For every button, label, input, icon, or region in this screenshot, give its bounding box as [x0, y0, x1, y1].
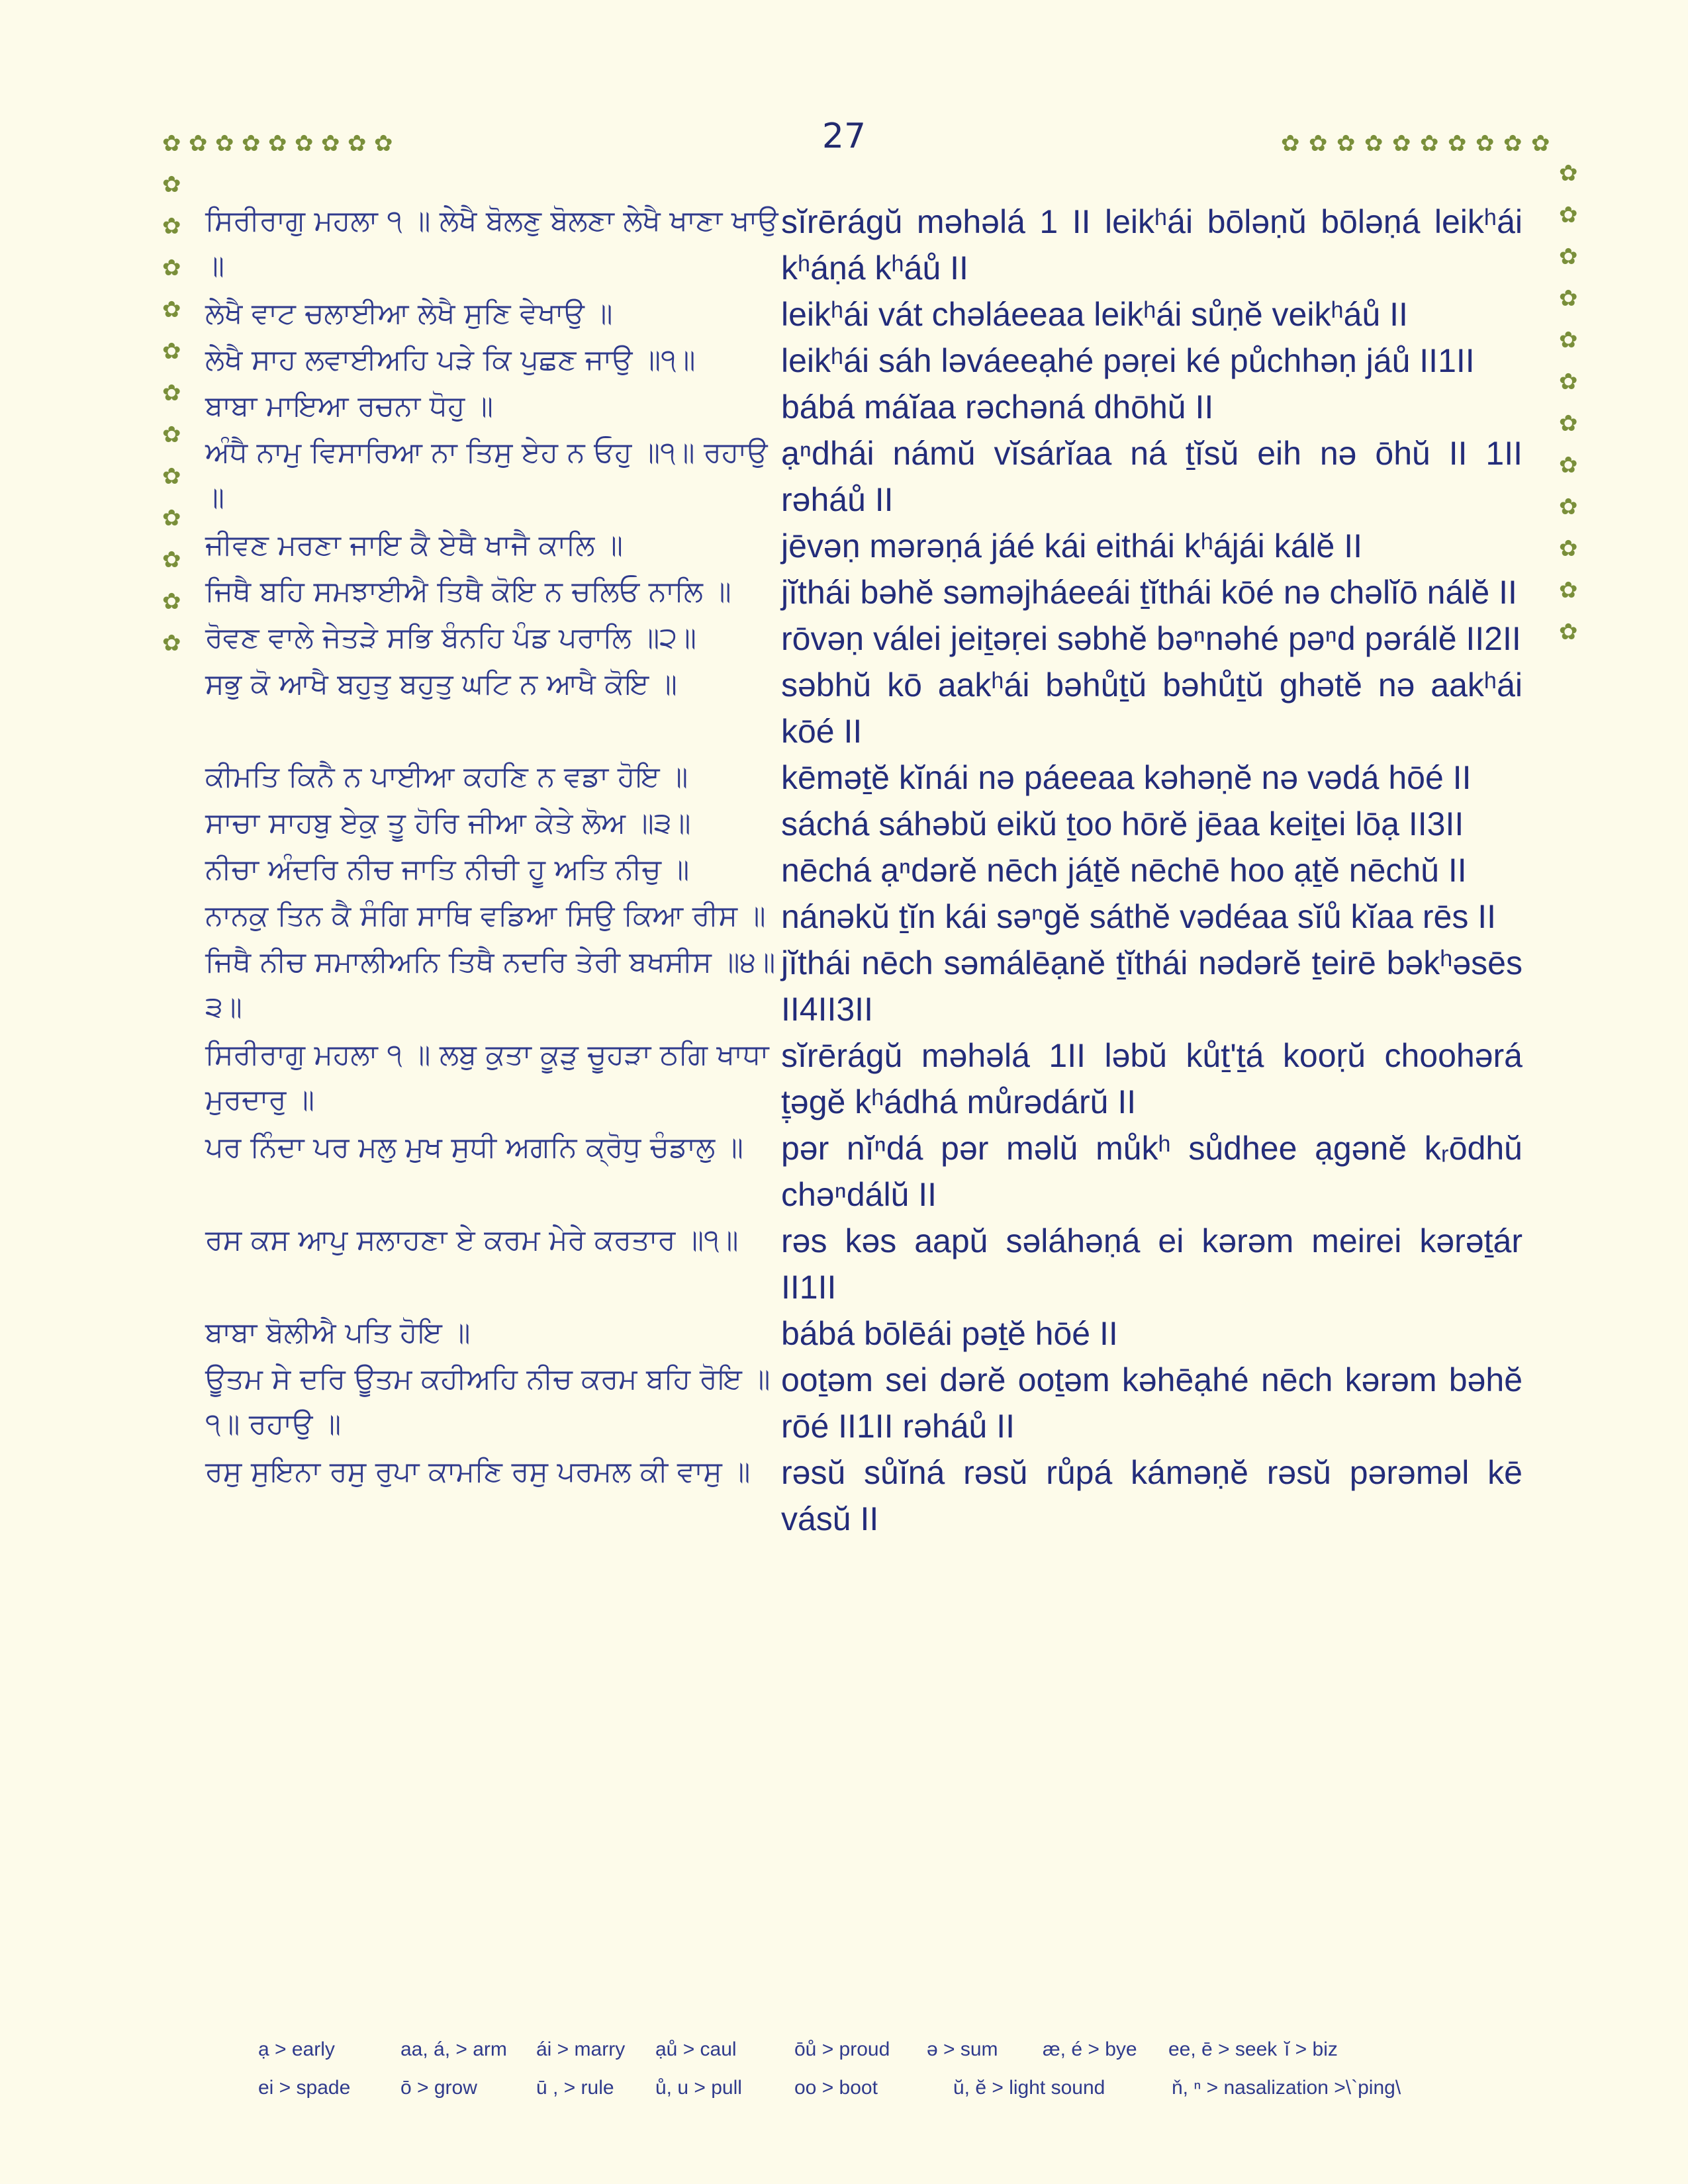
gurmukhi-line: ਪਰ ਨਿੰਦਾ ਪਰ ਮਲੁ ਮੁਖ ਸੁਧੀ ਅਗਨਿ ਕ੍ਰੋਧੁ ਚੰਡਾਲੁ ॥ — [205, 1131, 743, 1164]
flower-ornament-icon: ✿ — [348, 130, 367, 157]
flower-ornament-icon: ✿ — [162, 630, 181, 657]
transliteration-line: jĭthái bəhĕ səməjháeeái ṯĭthái kōé nə chəlĭō nálĕ II — [781, 574, 1517, 611]
legend-item: aa, á, > arm — [400, 2038, 507, 2060]
gurmukhi-line: ਬਾਬਾ ਬੋਲੀਐ ਪਤਿ ਹੋਇ ॥ — [205, 1316, 471, 1349]
flower-ornament-icon: ✿ — [162, 296, 181, 323]
verse-row — [205, 754, 1523, 801]
transliteration-line: nēchá ạⁿdərĕ nēch jáṯĕ nēchē hoo ạṯĕ nēchŭ II — [781, 852, 1467, 889]
flower-ornament-icon: ✿ — [162, 380, 181, 406]
transliteration-line: leikʰái sáh ləváeeạhé pəṛei ké půchhəṇ jáů II1II — [781, 342, 1475, 379]
legend-item: ĭ > biz — [1284, 2038, 1338, 2060]
legend-item: ạ > early — [258, 2038, 335, 2060]
legend-item: ạů > caul — [655, 2038, 737, 2060]
transliteration-line: sáchá sáhəbŭ eikŭ ṯoo hōrĕ jēaa keiṯei lōạ II3II — [781, 805, 1464, 842]
transliteration-line: jĭthái nēch səmálēạnĕ ṯĭthái nədərĕ ṯeirē bəkʰəsēs II4II3II — [781, 944, 1523, 1028]
flower-ornament-icon: ✿ — [268, 130, 287, 157]
flower-ornament-icon: ✿ — [162, 171, 181, 198]
legend-item: ō > grow — [400, 2077, 477, 2099]
transliteration-line: bábá bōlēái pəṯĕ hōé II — [781, 1315, 1118, 1352]
transliteration-line: ooṯəm sei dərĕ ooṯəm kəhēạhé nēch kərəm bəhĕ rōé II1II rəháů II — [781, 1361, 1523, 1445]
flower-ornament-icon: ✿ — [1559, 577, 1578, 604]
legend-item: ái > marry — [536, 2038, 626, 2060]
verse-row — [205, 940, 1523, 1032]
verse-row — [205, 523, 1523, 569]
flower-ornament-icon: ✿ — [1559, 619, 1578, 645]
transliteration-line: jēvəṇ mərəṇá jáé kái eithái kʰájái kálĕ II — [781, 527, 1362, 565]
flower-ornament-icon: ✿ — [1476, 130, 1495, 157]
verse-row — [205, 199, 1523, 291]
flower-ornament-icon: ✿ — [242, 130, 261, 157]
flower-ornament-icon: ✿ — [162, 338, 181, 365]
flower-ornament-icon: ✿ — [1392, 130, 1411, 157]
flower-ornament-icon: ✿ — [1559, 327, 1578, 353]
gurmukhi-line: ਰਸੁ ਸੁਇਨਾ ਰਸੁ ਰੁਪਾ ਕਾਮਣਿ ਰਸੁ ਪਰਮਲ ਕੀ ਵਾਸੁ ॥ — [205, 1455, 751, 1488]
gurmukhi-line: ਸਿਰੀਰਾਗੁ ਮਹਲਾ ੧ ॥ ਲੇਖੈ ਬੋਲਣੁ ਬੋਲਣਾ ਲੇਖੈ ਖਾਣਾ ਖਾਉ ॥ — [205, 205, 778, 283]
gurmukhi-line: ਨਾਨਕੁ ਤਿਨ ਕੈ ਸੰਗਿ ਸਾਥਿ ਵਡਿਆ ਸਿਉ ਕਿਆ ਰੀਸ ॥ — [205, 899, 766, 933]
flower-ornament-icon: ✿ — [215, 130, 234, 157]
verse-row — [205, 291, 1523, 338]
transliteration-line: pər nĭⁿdá pər məlŭ můkʰ sůdhee ạgənĕ kᵣōdhŭ chəⁿdálŭ II — [781, 1130, 1523, 1213]
verse-row — [205, 847, 1523, 893]
legend-item: oo > boot — [794, 2077, 878, 2099]
legend-item: ōů > proud — [794, 2038, 890, 2060]
flower-ornament-icon: ✿ — [162, 213, 181, 240]
flower-ornament-icon: ✿ — [1531, 130, 1550, 157]
flower-ornament-icon: ✿ — [1559, 202, 1578, 228]
gurmukhi-line: ਨੀਚਾ ਅੰਦਰਿ ਨੀਚ ਜਾਤਿ ਨੀਚੀ ਹੂ ਅਤਿ ਨੀਚੁ ॥ — [205, 853, 690, 886]
verse-list — [205, 199, 1523, 1542]
legend-row — [258, 2030, 1516, 2069]
flower-ornament-icon: ✿ — [162, 422, 181, 448]
legend-item: æ, é > bye — [1043, 2038, 1137, 2060]
legend-item: ů, u > pull — [655, 2077, 742, 2099]
verse-row — [205, 615, 1523, 662]
verse-row — [205, 893, 1523, 940]
transliteration-line: bábá máĭaa rəchəná dhōhŭ II — [781, 388, 1214, 426]
transliteration-line: kēməṯĕ kĭnái nə páeeaa kəhəṇĕ nə vədá hōé II — [781, 759, 1472, 796]
legend-row — [258, 2069, 1516, 2107]
transliteration-line: leikʰái vát chəláeeaa leikʰái sůṇĕ veikʰáů II — [781, 296, 1408, 333]
flower-ornament-icon: ✿ — [189, 130, 208, 157]
flower-ornament-icon: ✿ — [1559, 535, 1578, 562]
flower-ornament-icon: ✿ — [1420, 130, 1439, 157]
transliteration-line: səbhŭ kō aakʰái bəhůṯŭ bəhůṯŭ ghətĕ nə aakʰái kōé II — [781, 666, 1523, 750]
transliteration-line: sĭrērágŭ məhəlá 1II ləbŭ kůṯ'ṯá kooṛŭ choohərá ṯ̣əgĕ kʰádhá můrədárŭ II — [781, 1037, 1523, 1120]
legend-item: ŭ, ĕ > light sound — [953, 2077, 1105, 2099]
verse-row — [205, 1218, 1523, 1310]
flower-ornament-icon: ✿ — [162, 130, 181, 157]
flower-ornament-icon: ✿ — [1559, 494, 1578, 520]
flower-ornament-icon: ✿ — [1559, 369, 1578, 395]
transliteration-line: nánəkŭ ṯĭn kái səⁿgĕ sáthĕ vədéaa sĭů kĭaa rēs II — [781, 898, 1497, 935]
verse-row — [205, 1125, 1523, 1218]
legend-item: ə > sum — [927, 2038, 998, 2060]
page-number: 27 — [821, 116, 867, 156]
flower-ornament-icon: ✿ — [162, 547, 181, 573]
legend-item: ei > spade — [258, 2077, 351, 2099]
flower-ornament-icon: ✿ — [321, 130, 340, 157]
gurmukhi-line: ਅੰਧੈ ਨਾਮੁ ਵਿਸਾਰਿਆ ਨਾ ਤਿਸੁ ਏਹ ਨ ਓਹੁ ॥੧॥ ਰਹਾਉ ॥ — [205, 436, 768, 514]
verse-row — [205, 1310, 1523, 1357]
transliteration-line: rōvəṇ válei jeiṯəṛei səbhĕ bəⁿnəhé pəⁿd pərálĕ II2II — [781, 620, 1521, 657]
verse-row — [205, 1032, 1523, 1125]
gurmukhi-line: ਰੋਵਣ ਵਾਲੇ ਜੇਤੜੇ ਸਭਿ ਬੰਨਹਿ ਪੰਡ ਪਰਾਲਿ ॥੨॥ — [205, 621, 697, 655]
gurmukhi-line: ਸਾਚਾ ਸਾਹਬੁ ਏਕੁ ਤੂ ਹੋਰਿ ਜੀਆ ਕੇਤੇ ਲੋਅ ॥੩॥ — [205, 807, 691, 840]
gurmukhi-line: ਸਿਰੀਰਾਗੁ ਮਹਲਾ ੧ ॥ ਲਬੁ ਕੁਤਾ ਕੂੜੁ ਚੂਹੜਾ ਠਗਿ ਖਾਧਾ ਮੁਰਦਾਰੁ ॥ — [205, 1038, 769, 1116]
flower-ornament-icon: ✿ — [162, 463, 181, 490]
flower-ornament-icon: ✿ — [1448, 130, 1467, 157]
gurmukhi-line: ਜੀਵਣ ਮਰਣਾ ਜਾਇ ਕੈ ਏਥੈ ਖਾਜੈ ਕਾਲਿ ॥ — [205, 529, 623, 562]
flower-ornament-icon: ✿ — [374, 130, 393, 157]
flower-ornament-icon: ✿ — [1364, 130, 1383, 157]
flower-ornament-icon: ✿ — [1503, 130, 1523, 157]
flower-ornament-icon: ✿ — [162, 505, 181, 531]
verse-row — [205, 430, 1523, 523]
transliteration-line: sĭrērágŭ məhəlá 1 II leikʰái bōləṇŭ bōləṇá leikʰái kʰáṇá kʰáů II — [781, 203, 1523, 287]
verse-row — [205, 1357, 1523, 1449]
gurmukhi-line: ਰਸ ਕਸ ਆਪੁ ਸਲਾਹਣਾ ਏ ਕਰਮ ਮੇਰੇ ਕਰਤਾਰ ॥੧॥ — [205, 1224, 739, 1257]
flower-ornament-icon: ✿ — [1559, 285, 1578, 312]
flower-ornament-icon: ✿ — [1559, 452, 1578, 478]
flower-ornament-icon: ✿ — [1309, 130, 1328, 157]
flower-ornament-icon: ✿ — [162, 588, 181, 615]
verse-row — [205, 338, 1523, 384]
transliteration-line: rəs kəs aapŭ səláhəṇá ei kərəm meirei kərəṯár II1II — [781, 1222, 1523, 1306]
flower-ornament-icon: ✿ — [1281, 130, 1300, 157]
transliteration-line: rəsŭ sůĭná rəsŭ růpá káməṇĕ rəsŭ pərəməl kē vásŭ II — [781, 1454, 1523, 1537]
pronunciation-legend — [258, 2030, 1516, 2107]
gurmukhi-line: ਜਿਥੈ ਬਹਿ ਸਮਝਾਈਐ ਤਿਥੈ ਕੋਇ ਨ ਚਲਿਓ ਨਾਲਿ ॥ — [205, 575, 731, 608]
flower-ornament-icon: ✿ — [295, 130, 314, 157]
gurmukhi-line: ਸਭੁ ਕੋ ਆਖੈ ਬਹੁਤੁ ਬਹੁਤੁ ਘਟਿ ਨ ਆਖੈ ਕੋਇ ॥ — [205, 668, 677, 701]
gurmukhi-line: ਲੇਖੈ ਸਾਹ ਲਵਾਈਅਹਿ ਪੜੇ ਕਿ ਪੁਛਣ ਜਾਉ ॥੧॥ — [205, 343, 696, 377]
gurmukhi-line: ਜਿਥੈ ਨੀਚ ਸਮਾਲੀਅਨਿ ਤਿਥੈ ਨਦਰਿ ਤੇਰੀ ਬਖਸੀਸ ॥੪॥੩॥ — [205, 946, 776, 1024]
verse-row — [205, 569, 1523, 615]
flower-ornament-icon: ✿ — [1559, 160, 1578, 187]
flower-ornament-icon: ✿ — [1559, 244, 1578, 270]
flower-ornament-icon: ✿ — [1559, 410, 1578, 437]
legend-item: ee, ē > seek — [1168, 2038, 1278, 2060]
legend-item: ū , > rule — [536, 2077, 614, 2099]
verse-row — [205, 662, 1523, 754]
verse-row — [205, 384, 1523, 430]
flower-ornament-icon: ✿ — [1336, 130, 1356, 157]
verse-row — [205, 1449, 1523, 1542]
verse-row — [205, 801, 1523, 847]
transliteration-line: ạⁿdhái námŭ vĭsárĭaa ná ṯĭsŭ eih nə ōhŭ II 1II rəháů II — [781, 435, 1523, 518]
gurmukhi-line: ਊਤਮ ਸੇ ਦਰਿ ਊਤਮ ਕਹੀਅਹਿ ਨੀਚ ਕਰਮ ਬਹਿ ਰੋਇ ॥੧॥ ਰਹਾਉ ॥ — [205, 1363, 771, 1441]
legend-item: ň, ⁿ > nasalization >\`ping\ — [1172, 2077, 1401, 2099]
gurmukhi-line: ਕੀਮਤਿ ਕਿਨੈ ਨ ਪਾਈਆ ਕਹਣਿ ਨ ਵਡਾ ਹੋਇ ॥ — [205, 760, 688, 794]
gurmukhi-line: ਲੇਖੈ ਵਾਟ ਚਲਾਈਆ ਲੇਖੈ ਸੁਣਿ ਵੇਖਾਉ ॥ — [205, 297, 613, 330]
gurmukhi-line: ਬਾਬਾ ਮਾਇਆ ਰਚਨਾ ਧੋਹੁ ॥ — [205, 390, 493, 423]
flower-ornament-icon: ✿ — [162, 255, 181, 281]
